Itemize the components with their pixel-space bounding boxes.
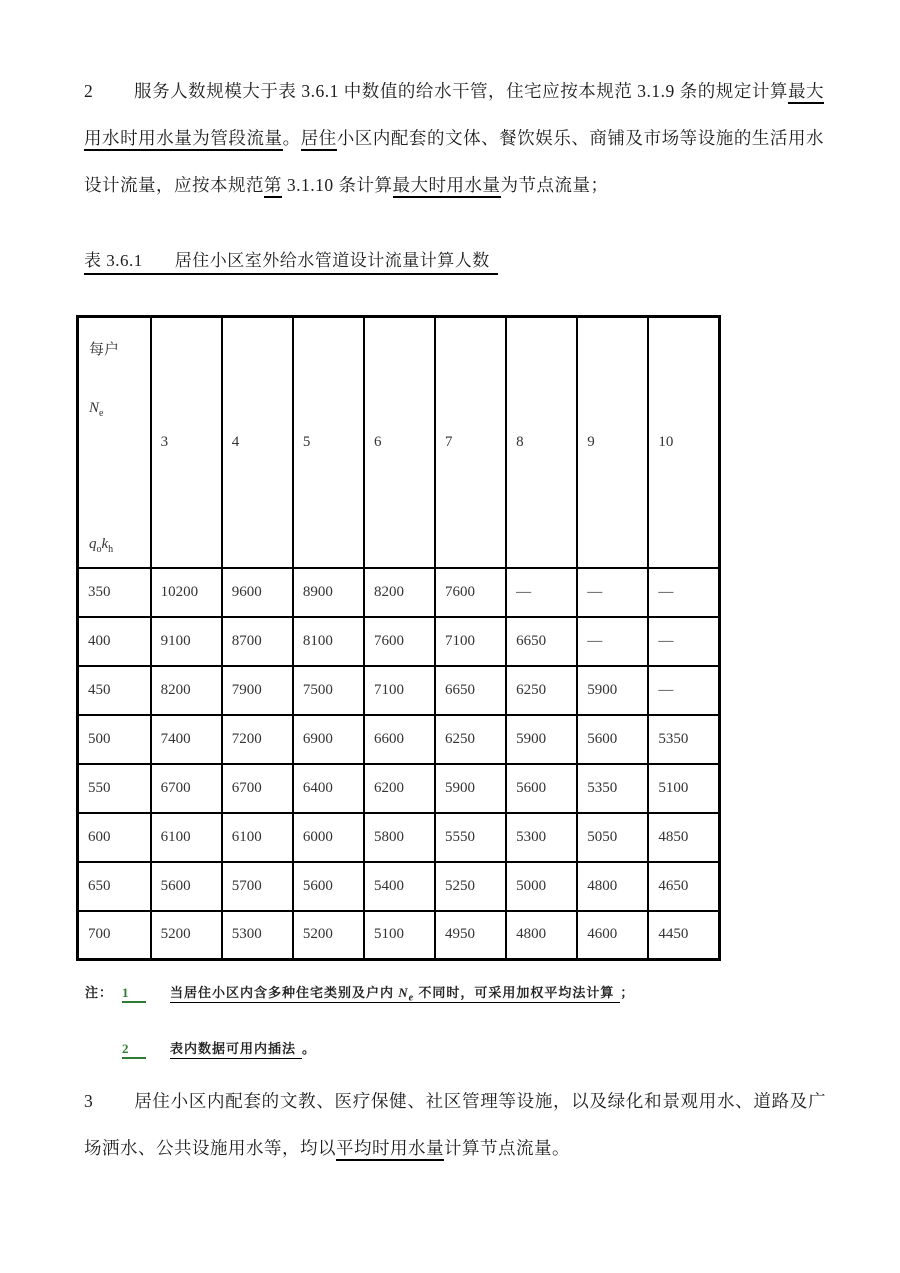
table-cell: 6200	[364, 764, 435, 813]
note-label: 注：	[85, 985, 114, 1000]
row-header-400: 400	[78, 617, 151, 666]
table-cell: 4850	[648, 813, 719, 862]
paragraph-2-period: 。	[282, 128, 301, 148]
table-cell: 5200	[293, 911, 364, 960]
table-cell: 5100	[364, 911, 435, 960]
table-cell: 5700	[222, 862, 293, 911]
table-cell: 4650	[648, 862, 719, 911]
table-cell: 8700	[222, 617, 293, 666]
table-cell: 5600	[293, 862, 364, 911]
table-cell: 6250	[435, 715, 506, 764]
table-cell: 4600	[577, 911, 648, 960]
table-note-2	[85, 1038, 316, 1059]
table-cell: 4800	[577, 862, 648, 911]
table-cell: —	[506, 568, 577, 617]
note-2-number: 2	[122, 1041, 146, 1059]
table-cell: 6400	[293, 764, 364, 813]
table-cell: 6900	[293, 715, 364, 764]
table-cell: 6250	[506, 666, 577, 715]
table-cell: 7600	[435, 568, 506, 617]
table-cell: 6000	[293, 813, 364, 862]
table-cell: 5550	[435, 813, 506, 862]
note-1-tail: ；	[620, 985, 635, 1000]
column-header-3: 3	[151, 317, 222, 568]
symbol-n: N	[89, 400, 100, 416]
table-cell: 7600	[364, 617, 435, 666]
table-3-6-1	[76, 315, 721, 961]
table-cell: 5800	[364, 813, 435, 862]
column-header-4: 4	[222, 317, 293, 568]
table-cell: 5400	[364, 862, 435, 911]
column-header-10: 10	[648, 317, 719, 568]
table-cell: 5250	[435, 862, 506, 911]
paragraph-2-underline-3: 第	[264, 175, 282, 198]
note-1-symbol-n	[398, 985, 415, 1004]
paragraph-3-text-1: 居住小区内配套的文教、医疗保健、社区管理等设施，以及绿化和景观用水、道路及广场洒水、公共设施用水等，均以	[84, 1091, 826, 1158]
symbol-n: N	[398, 985, 409, 1000]
table-cell: —	[648, 617, 719, 666]
table-cell: 8100	[293, 617, 364, 666]
table-cell: 5100	[648, 764, 719, 813]
paragraph-2-number: 2	[84, 81, 94, 101]
paragraph-3-underline-1: 平均时用水量	[336, 1138, 444, 1161]
row-header-600: 600	[78, 813, 151, 862]
table-row-350	[78, 568, 720, 617]
table-cell: 5200	[151, 911, 222, 960]
paragraph-2-text-1: 服务人数规模大于表 3.6.1 中数值的给水干管，住宅应按本规范 3.1.9 条的规定计算	[134, 81, 788, 101]
table-cell: —	[648, 568, 719, 617]
table-cell: —	[648, 666, 719, 715]
symbol-n-sub: e	[99, 408, 104, 419]
symbol-q: q	[89, 535, 97, 552]
row-header-500: 500	[78, 715, 151, 764]
paragraph-2	[84, 68, 824, 209]
table-cell: 9100	[151, 617, 222, 666]
table-cell: 6600	[364, 715, 435, 764]
row-header-700: 700	[78, 911, 151, 960]
table-cell: 6700	[222, 764, 293, 813]
note-1-text	[170, 985, 620, 1003]
table-corner-cell	[78, 317, 151, 568]
table-cell: 8900	[293, 568, 364, 617]
table-cell: 7100	[364, 666, 435, 715]
paragraph-2-underline-1: 最大用水时用水量为管段流量	[84, 81, 824, 151]
table-cell: 7200	[222, 715, 293, 764]
column-header-6: 6	[364, 317, 435, 568]
table-cell: 6700	[151, 764, 222, 813]
symbol-k-sub: h	[108, 543, 114, 555]
table-cell: 5900	[506, 715, 577, 764]
table-cell: 7900	[222, 666, 293, 715]
row-header-550: 550	[78, 764, 151, 813]
table-cell: 5300	[506, 813, 577, 862]
symbol-q-sub: o	[96, 543, 102, 555]
table-cell: 5600	[506, 764, 577, 813]
table-cell: 7500	[293, 666, 364, 715]
row-header-650: 650	[78, 862, 151, 911]
note-1-number: 1	[122, 985, 146, 1003]
row-header-450: 450	[78, 666, 151, 715]
symbol-n-sub: e	[408, 992, 415, 1004]
column-header-7: 7	[435, 317, 506, 568]
table-row-400	[78, 617, 720, 666]
paragraph-3-text-2: 计算节点流量。	[444, 1138, 570, 1158]
corner-label-per-household: 每户	[89, 342, 120, 358]
table-cell: 6100	[222, 813, 293, 862]
table-cell: 9600	[222, 568, 293, 617]
symbol-k: k	[101, 535, 109, 552]
paragraph-2-text-3: 3.1.10 条计算	[282, 175, 393, 195]
paragraph-2-text-2: 小区内配套的文体、餐饮娱乐、商铺及市场等设施的生活用水设计流量，应按本规范	[84, 128, 825, 195]
table-cell: 5600	[151, 862, 222, 911]
table-body	[78, 568, 720, 960]
table-cell: 6100	[151, 813, 222, 862]
paragraph-3-number: 3	[84, 1091, 94, 1111]
paragraph-2-underline-2: 居住	[301, 128, 337, 151]
table-row-650	[78, 862, 720, 911]
table-cell: 7400	[151, 715, 222, 764]
note-2-text: 表内数据可用内插法	[170, 1041, 302, 1059]
table-cell: 5600	[577, 715, 648, 764]
column-header-5: 5	[293, 317, 364, 568]
table-row-500	[78, 715, 720, 764]
column-header-8: 8	[506, 317, 577, 568]
table-cell: 7100	[435, 617, 506, 666]
paragraph-3	[84, 1078, 826, 1172]
table-caption-label: 表 3.6.1	[84, 251, 143, 270]
table-cell: 10200	[151, 568, 222, 617]
column-header-9: 9	[577, 317, 648, 568]
table-cell: —	[577, 568, 648, 617]
note-2-tail: 。	[302, 1041, 317, 1056]
table-row-550	[78, 764, 720, 813]
table-caption-title: 居住小区室外给水管道设计流量计算人数	[174, 251, 490, 270]
table-cell: 4800	[506, 911, 577, 960]
table-note-1	[85, 982, 634, 1004]
table-cell: 5300	[222, 911, 293, 960]
table-cell: 8200	[151, 666, 222, 715]
table-row-700	[78, 911, 720, 960]
table-row-600	[78, 813, 720, 862]
table-header-row	[78, 317, 720, 568]
note-1-text-post: 不同时，可采用加权平均法计算	[414, 985, 615, 1000]
table-cell: 5900	[577, 666, 648, 715]
table-cell: 5050	[577, 813, 648, 862]
table-cell: 4450	[648, 911, 719, 960]
corner-symbol-qokh	[89, 536, 113, 555]
table-cell: 5900	[435, 764, 506, 813]
table-cell: 6650	[435, 666, 506, 715]
table-cell: 8200	[364, 568, 435, 617]
table-cell: 5000	[506, 862, 577, 911]
table-cell: 6650	[506, 617, 577, 666]
table-cell: 5350	[577, 764, 648, 813]
note-1-text-pre: 当居住小区内含多种住宅类别及户内	[170, 985, 399, 1000]
paragraph-2-underline-4: 最大时用水量	[393, 175, 501, 198]
table-cell: 5350	[648, 715, 719, 764]
row-header-350: 350	[78, 568, 151, 617]
corner-symbol-ne	[89, 400, 103, 419]
table-caption	[84, 246, 498, 271]
table-cell: —	[577, 617, 648, 666]
table-cell: 4950	[435, 911, 506, 960]
paragraph-2-text-4: 为节点流量；	[500, 175, 609, 195]
table-row-450	[78, 666, 720, 715]
